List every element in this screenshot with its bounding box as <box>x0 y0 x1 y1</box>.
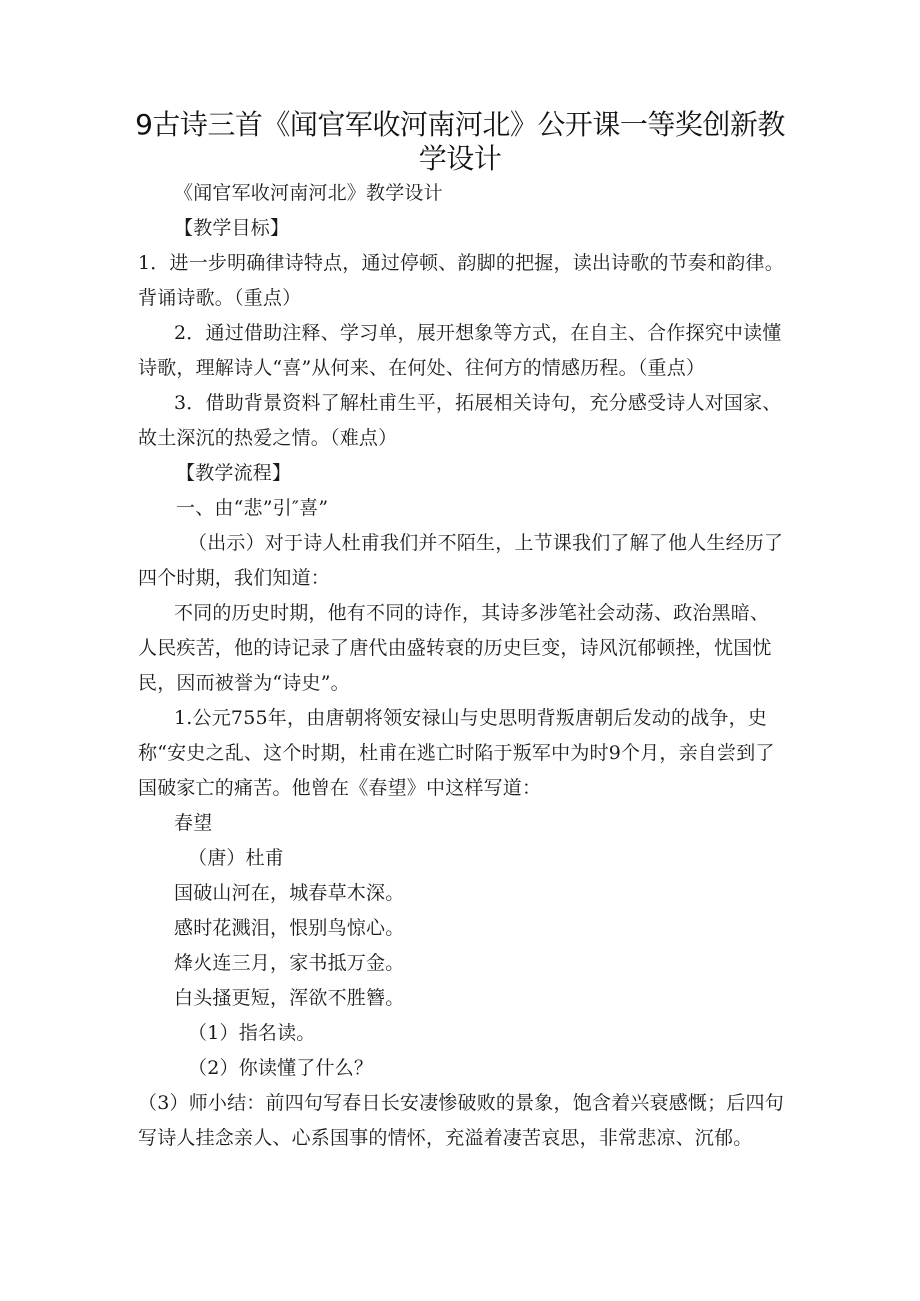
goal-2: 2．通过借助注释、学习单，展开想象等方式，在自主、合作探究中读懂诗歌，理解诗人“喜”从何来、在何处、往何方的情感历程。（重点） <box>138 322 782 379</box>
section-heading-goals: 【教学目标】 <box>174 217 290 239</box>
poem-title: 春望 <box>174 812 213 834</box>
poem-line: 烽火连三月，家书抵万金。 <box>174 952 405 974</box>
poem-author: （唐）杜甫 <box>188 847 285 869</box>
goal-1: 1．进一步明确律诗特点，通过停顿、韵脚的把握，读出诗歌的节奏和韵律。背诵诗歌。（重点） <box>138 252 784 309</box>
task-1: （1）指名读。 <box>188 1022 316 1044</box>
poem-line: 国破山河在，城春草木深。 <box>174 882 405 904</box>
section-heading-flow: 【教学流程】 <box>176 462 292 484</box>
goal-3: 3．借助背景资料了解杜甫生平，拓展相关诗句，充分感受诗人对国家、故土深沉的热爱之情。（难点） <box>138 392 782 449</box>
document-body <box>138 176 788 1156</box>
task-3-summary: （3）师小结：前四句写春日长安凄惨破败的景象，饱含着兴衰感慨；后四句写诗人挂念亲人、心系国事的情怀，充溢着凄苦哀思，非常悲凉、沉郁。 <box>138 1092 784 1149</box>
poem-line: 白头搔更短，浑欲不胜簪。 <box>174 987 405 1009</box>
document-title: 9古诗三首《闻官军收河南河北》公开课一等奖创新教学设计 <box>135 108 785 175</box>
paragraph-period-1: 1.公元755年，由唐朝将领安禄山与史思明背叛唐朝后发动的战争，史称“安史之乱、这个时期，杜甫在逃亡时陷于叛军中为时9个月，亲自尝到了国破家亡的痛苦。他曾在《春望》中这样写道： <box>138 707 775 799</box>
step-1-heading: 一、由“悲”引″喜” <box>176 497 329 519</box>
paragraph-history: 不同的历史时期，他有不同的诗作，其诗多涉笔社会动荡、政治黑暗、人民疾苦，他的诗记录了唐代由盛转衰的历史巨变，诗风沉郁顿挫，忧国忧民，因而被誉为“诗史”。 <box>138 602 772 694</box>
poem-line: 感时花溅泪，恨别鸟惊心。 <box>174 917 405 939</box>
task-2: （2）你读懂了什么？ <box>188 1057 374 1079</box>
lesson-subtitle: 《闻官军收河南河北》教学设计 <box>174 182 443 204</box>
paragraph-show: （出示）对于诗人杜甫我们并不陌生，上节课我们了解了他人生经历了四个时期，我们知道： <box>138 532 784 589</box>
